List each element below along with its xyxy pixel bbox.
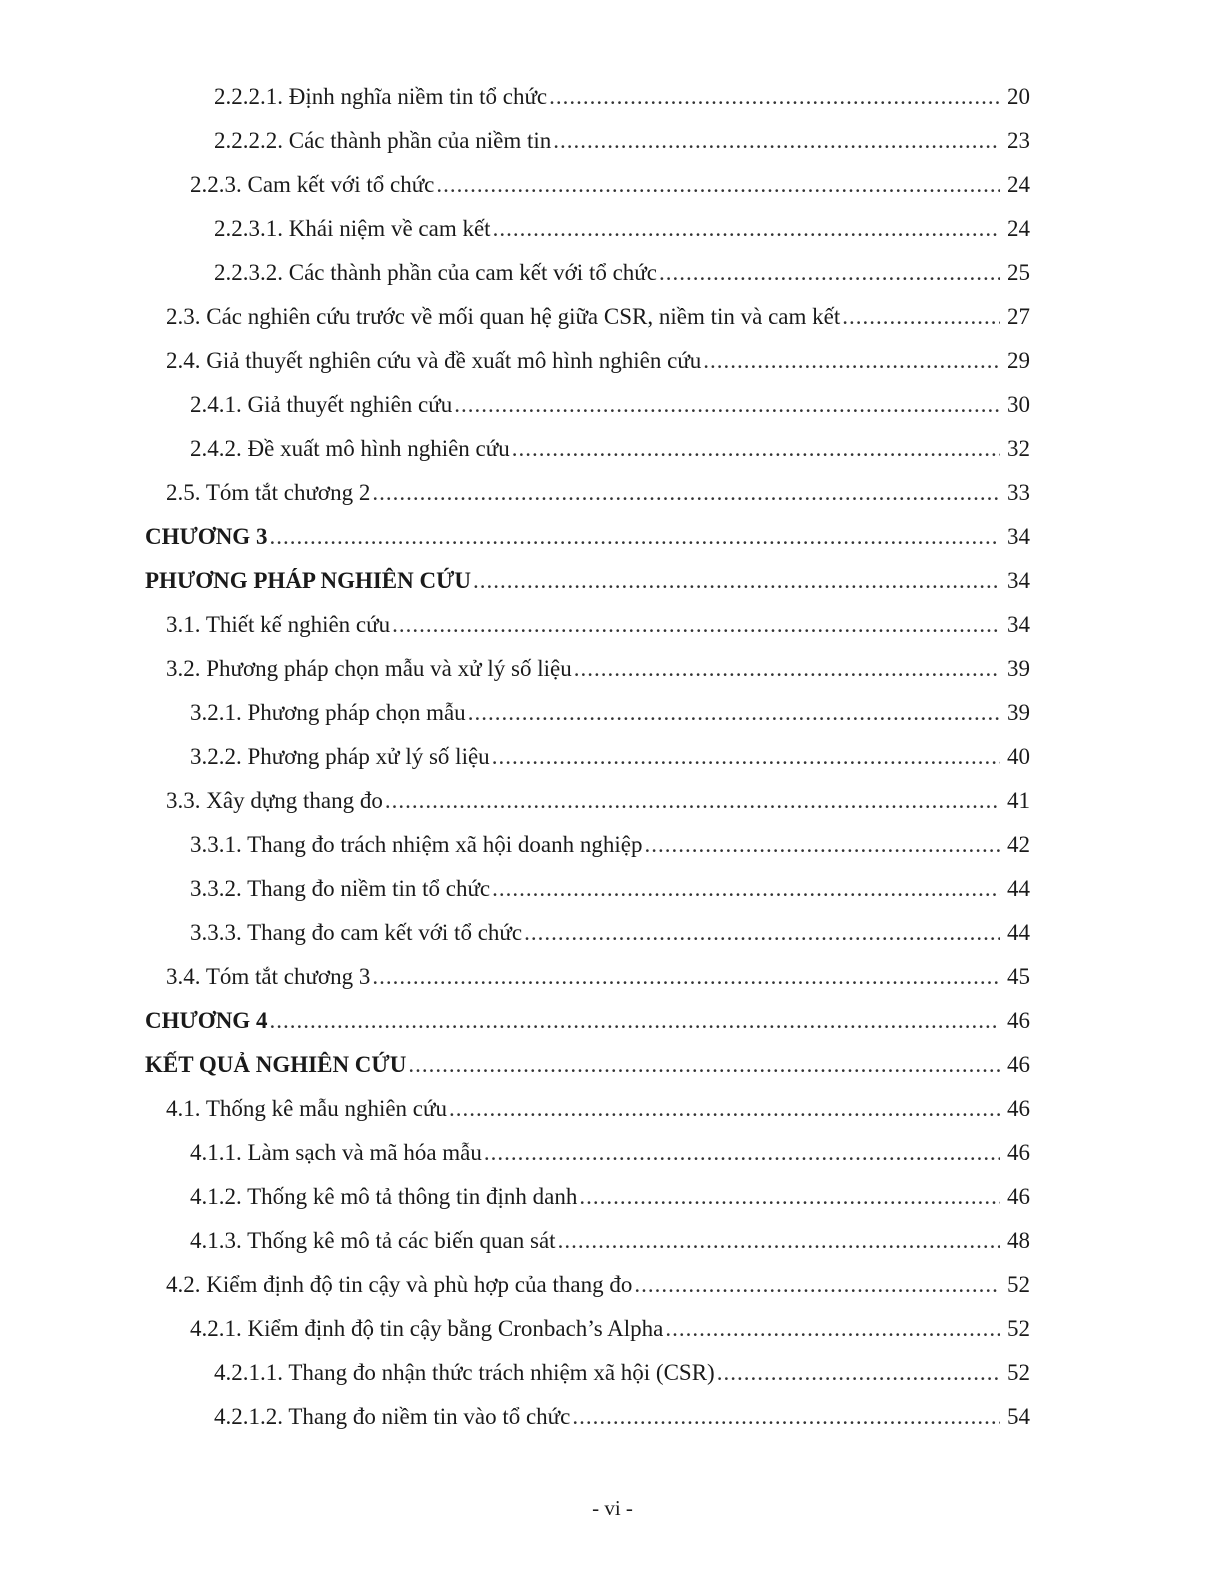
toc-entry[interactable]	[0, 251, 1225, 295]
toc-entry[interactable]	[0, 911, 1225, 955]
toc-entry-line	[214, 119, 1030, 163]
toc-entry-page-number: 42	[1007, 832, 1030, 857]
toc-entry-line	[166, 1263, 1030, 1307]
toc-entry[interactable]	[0, 1087, 1225, 1131]
toc-entry[interactable]	[0, 823, 1225, 867]
toc-entry-title: 3.3.1. Thang đo trách nhiệm xã hội doanh nghiệp	[190, 832, 643, 857]
toc-entry-page-number: 23	[1007, 128, 1030, 153]
toc-entry-page-number: 41	[1007, 788, 1030, 813]
toc-entry-title: 2.2.3. Cam kết với tổ chức	[190, 172, 435, 197]
toc-entry[interactable]	[0, 1351, 1225, 1395]
toc-entry-page-number: 33	[1007, 480, 1030, 505]
toc-entry[interactable]	[0, 207, 1225, 251]
toc-entry[interactable]	[0, 75, 1225, 119]
toc-entry-line	[214, 1351, 1030, 1395]
dot-leader	[436, 163, 1000, 207]
toc-entry-page-number: 40	[1007, 744, 1030, 769]
toc-entry-line	[214, 75, 1030, 119]
dot-leader	[493, 207, 1000, 251]
toc-entry[interactable]	[0, 1307, 1225, 1351]
toc-entry-title: 2.3. Các nghiên cứu trước về mối quan hệ giữa CSR, niềm tin và cam kết	[166, 304, 841, 329]
toc-entry-page-number: 24	[1007, 172, 1030, 197]
toc-entry-title: 3.2. Phương pháp chọn mẫu và xử lý số liệu	[166, 656, 572, 681]
toc-entry-title: CHƯƠNG 3	[145, 524, 268, 549]
toc-entry-line	[145, 559, 1030, 603]
toc-entry-title: KẾT QUẢ NGHIÊN CỨU	[145, 1052, 407, 1077]
toc-entry-line	[190, 1175, 1030, 1219]
dot-leader	[549, 75, 1000, 119]
toc-entry[interactable]	[0, 1395, 1225, 1439]
toc-entry-title: 2.5. Tóm tắt chương 2	[166, 480, 371, 505]
toc-entry-title: PHƯƠNG PHÁP NGHIÊN CỨU	[145, 568, 472, 593]
toc-entry[interactable]	[0, 339, 1225, 383]
toc-entry[interactable]	[0, 735, 1225, 779]
toc-entry-page-number: 39	[1007, 656, 1030, 681]
toc-entry-title: 3.2.1. Phương pháp chọn mẫu	[190, 700, 466, 725]
toc-entry-page-number: 25	[1007, 260, 1030, 285]
toc-entry-title: CHƯƠNG 4	[145, 1008, 268, 1033]
toc-entry-title: 2.4.1. Giả thuyết nghiên cứu	[190, 392, 453, 417]
toc-entry-title: 3.1. Thiết kế nghiên cứu	[166, 612, 391, 637]
toc-entry-page-number: 27	[1007, 304, 1030, 329]
dot-leader	[574, 647, 1000, 691]
toc-entry-title: 4.1.1. Làm sạch và mã hóa mẫu	[190, 1140, 482, 1165]
toc-entry-page-number: 34	[1007, 612, 1030, 637]
toc-entry-title: 3.4. Tóm tắt chương 3	[166, 964, 371, 989]
toc-entry-line	[190, 823, 1030, 867]
toc-entry-title: 3.2.2. Phương pháp xử lý số liệu	[190, 744, 490, 769]
dot-leader	[524, 911, 1000, 955]
dot-leader	[717, 1351, 1000, 1395]
toc-entry-title: 3.3.2. Thang đo niềm tin tổ chức	[190, 876, 491, 901]
toc-entry-line	[166, 647, 1030, 691]
toc-entry-line	[190, 735, 1030, 779]
toc-entry-page-number: 52	[1007, 1316, 1030, 1341]
toc-entry[interactable]	[0, 779, 1225, 823]
dot-leader	[392, 603, 1000, 647]
table-of-contents	[0, 75, 1225, 1439]
toc-entry-page-number: 52	[1007, 1360, 1030, 1385]
toc-entry-title: 2.4.2. Đề xuất mô hình nghiên cứu	[190, 436, 510, 461]
toc-entry-page-number: 39	[1007, 700, 1030, 725]
dot-leader	[372, 471, 1000, 515]
toc-entry-page-number: 29	[1007, 348, 1030, 373]
toc-entry-title: 3.3.3. Thang đo cam kết với tổ chức	[190, 920, 523, 945]
toc-entry-page-number: 46	[1007, 1008, 1030, 1033]
toc-entry[interactable]	[0, 163, 1225, 207]
dot-leader	[385, 779, 1000, 823]
toc-entry-title: 4.2. Kiểm định độ tin cậy và phù hợp của thang đo	[166, 1272, 633, 1297]
dot-leader	[372, 955, 1000, 999]
toc-entry-title: 2.4. Giả thuyết nghiên cứu và đề xuất mô hình nghiên cứu	[166, 348, 702, 373]
dot-leader	[468, 691, 1000, 735]
toc-entry-line	[190, 1307, 1030, 1351]
toc-entry[interactable]	[0, 427, 1225, 471]
toc-entry-page-number: 52	[1007, 1272, 1030, 1297]
dot-leader	[512, 427, 1000, 471]
toc-entry-title: 4.1. Thống kê mẫu nghiên cứu	[166, 1096, 447, 1121]
toc-entry-title: 4.2.1.1. Thang đo nhận thức trách nhiệm xã hội (CSR)	[214, 1360, 715, 1385]
toc-entry-title: 4.1.2. Thống kê mô tả thông tin định danh	[190, 1184, 578, 1209]
toc-entry-page-number: 20	[1007, 84, 1030, 109]
toc-entry[interactable]	[0, 1175, 1225, 1219]
dot-leader	[269, 999, 1000, 1043]
toc-entry[interactable]	[0, 603, 1225, 647]
toc-entry-line	[166, 779, 1030, 823]
toc-entry-line	[190, 163, 1030, 207]
dot-leader	[553, 119, 1000, 163]
toc-entry[interactable]	[0, 471, 1225, 515]
toc-entry-page-number: 46	[1007, 1184, 1030, 1209]
toc-entry-title: 2.2.2.2. Các thành phần của niềm tin	[214, 128, 552, 153]
toc-entry-line	[214, 1395, 1030, 1439]
toc-entry-page-number: 48	[1007, 1228, 1030, 1253]
toc-entry[interactable]	[0, 1219, 1225, 1263]
toc-entry-page-number: 44	[1007, 920, 1030, 945]
dot-leader	[634, 1263, 1000, 1307]
dot-leader	[408, 1043, 1000, 1087]
toc-entry-page-number: 32	[1007, 436, 1030, 461]
toc-entry-page-number: 30	[1007, 392, 1030, 417]
toc-entry[interactable]	[0, 1043, 1225, 1087]
toc-entry-line	[145, 999, 1030, 1043]
dot-leader	[492, 867, 1000, 911]
toc-entry-page-number: 34	[1007, 568, 1030, 593]
toc-entry[interactable]	[0, 383, 1225, 427]
dot-leader	[558, 1219, 1000, 1263]
toc-entry[interactable]	[0, 867, 1225, 911]
page-number-footer: - vi -	[592, 1496, 633, 1520]
toc-entry[interactable]	[0, 515, 1225, 559]
toc-entry-line	[190, 691, 1030, 735]
toc-entry-title: 2.2.2.1. Định nghĩa niềm tin tổ chức	[214, 84, 548, 109]
toc-entry[interactable]	[0, 1131, 1225, 1175]
toc-entry-title: 4.1.3. Thống kê mô tả các biến quan sát	[190, 1228, 556, 1253]
dot-leader	[572, 1395, 1000, 1439]
toc-entry-title: 3.3. Xây dựng thang đo	[166, 788, 383, 813]
dot-leader	[842, 295, 1000, 339]
toc-entry-line	[190, 383, 1030, 427]
toc-entry-line	[190, 911, 1030, 955]
dot-leader	[473, 559, 1000, 603]
toc-entry[interactable]	[0, 955, 1225, 999]
toc-entry-page-number: 54	[1007, 1404, 1030, 1429]
dot-leader	[449, 1087, 1000, 1131]
toc-entry-title: 2.2.3.1. Khái niệm về cam kết	[214, 216, 491, 241]
dot-leader	[579, 1175, 1000, 1219]
toc-entry[interactable]	[0, 295, 1225, 339]
toc-entry[interactable]	[0, 999, 1225, 1043]
toc-entry-line	[190, 1219, 1030, 1263]
toc-entry-line	[166, 1087, 1030, 1131]
toc-entry-line	[214, 207, 1030, 251]
dot-leader	[492, 735, 1000, 779]
dot-leader	[703, 339, 1000, 383]
toc-entry-page-number: 44	[1007, 876, 1030, 901]
toc-entry-page-number: 46	[1007, 1140, 1030, 1165]
toc-entry-page-number: 45	[1007, 964, 1030, 989]
toc-entry-page-number: 24	[1007, 216, 1030, 241]
toc-entry-line	[145, 1043, 1030, 1087]
toc-entry-title: 4.2.1.2. Thang đo niềm tin vào tổ chức	[214, 1404, 571, 1429]
toc-entry-line	[166, 955, 1030, 999]
dot-leader	[665, 1307, 1000, 1351]
toc-entry[interactable]	[0, 1263, 1225, 1307]
toc-entry-page-number: 34	[1007, 524, 1030, 549]
toc-entry-line	[190, 427, 1030, 471]
toc-entry-page-number: 46	[1007, 1052, 1030, 1077]
dot-leader	[644, 823, 1000, 867]
dot-leader	[454, 383, 1000, 427]
toc-entry-line	[214, 251, 1030, 295]
toc-entry[interactable]	[0, 647, 1225, 691]
dot-leader	[484, 1131, 1000, 1175]
toc-entry[interactable]	[0, 119, 1225, 163]
toc-entry-page-number: 46	[1007, 1096, 1030, 1121]
toc-entry-line	[190, 1131, 1030, 1175]
toc-entry-line	[166, 603, 1030, 647]
toc-entry-line	[190, 867, 1030, 911]
toc-entry-title: 2.2.3.2. Các thành phần của cam kết với tổ chức	[214, 260, 657, 285]
toc-entry-line	[166, 471, 1030, 515]
toc-entry-line	[166, 339, 1030, 383]
toc-entry-line	[166, 295, 1030, 339]
toc-entry-line	[145, 515, 1030, 559]
dot-leader	[269, 515, 1000, 559]
toc-entry[interactable]	[0, 691, 1225, 735]
toc-entry[interactable]	[0, 559, 1225, 603]
dot-leader	[659, 251, 1000, 295]
toc-entry-title: 4.2.1. Kiểm định độ tin cậy bằng Cronbach’s Alpha	[190, 1316, 664, 1341]
